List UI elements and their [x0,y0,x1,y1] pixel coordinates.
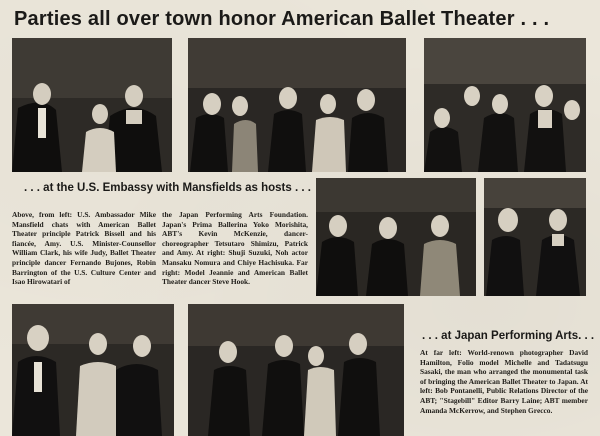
japan-subhead: . . . at Japan Performing Arts. . . [422,330,595,342]
embassy-caption-col2: the Japan Performing Arts Foundation. Japan's Prima Ballerina Yoko Morishita, ABT's Kevin McKenzie, dancer-choreographer Tetsutaro Shimizu, Patrick and Amy. At right: Shuji Suzuki, Noh actor Mansaku Nomura and Chiye Hachisuka. Far right: Model Jeannie and American Ballet Theater dancer Steve Hook. [162,210,308,287]
headline: Parties all over town honor American Ballet Theater . . . [14,8,550,30]
photo-mansfield-bissell [12,38,172,172]
japan-caption: At far left: World-renown photographer David Hamilton, Folio model Michelle and Tadatsugu Sasaki, the man who arranged the monumental task of bringing the American Ballet Theater to Japan. At left: Bob Pontanelli, Public Relations Director of the ABT; "Stagebill" Editor Barry Laine; ABT member Amanda McKerrow, and Stephen Grecco. [420,348,588,415]
embassy-caption-col1: Above, from left: U.S. Ambassador Mike Mansfield chats with American Ballet Theater principle Patrick Bissell and his fiancée, Amy. U.S. Minister-Counsellor William Clark, his wife Judy, Ballet Theater principle dancer Fernando Bujones, Robin Barrington of the U.S. Culture Center and Isao Hirowatari of [12,210,156,287]
photo-pontanelli-laine-group [188,304,404,436]
photo-clark-bujones-group [188,38,406,172]
photo-jeannie-hook [484,178,586,296]
photo-morishita-mckenzie [424,38,586,172]
photo-suzuki-nomura-hachisuka [316,178,476,296]
embassy-subhead: . . . at the U.S. Embassy with Mansfields as hosts . . . [24,182,311,194]
photo-hamilton-michelle-sasaki [12,304,174,436]
